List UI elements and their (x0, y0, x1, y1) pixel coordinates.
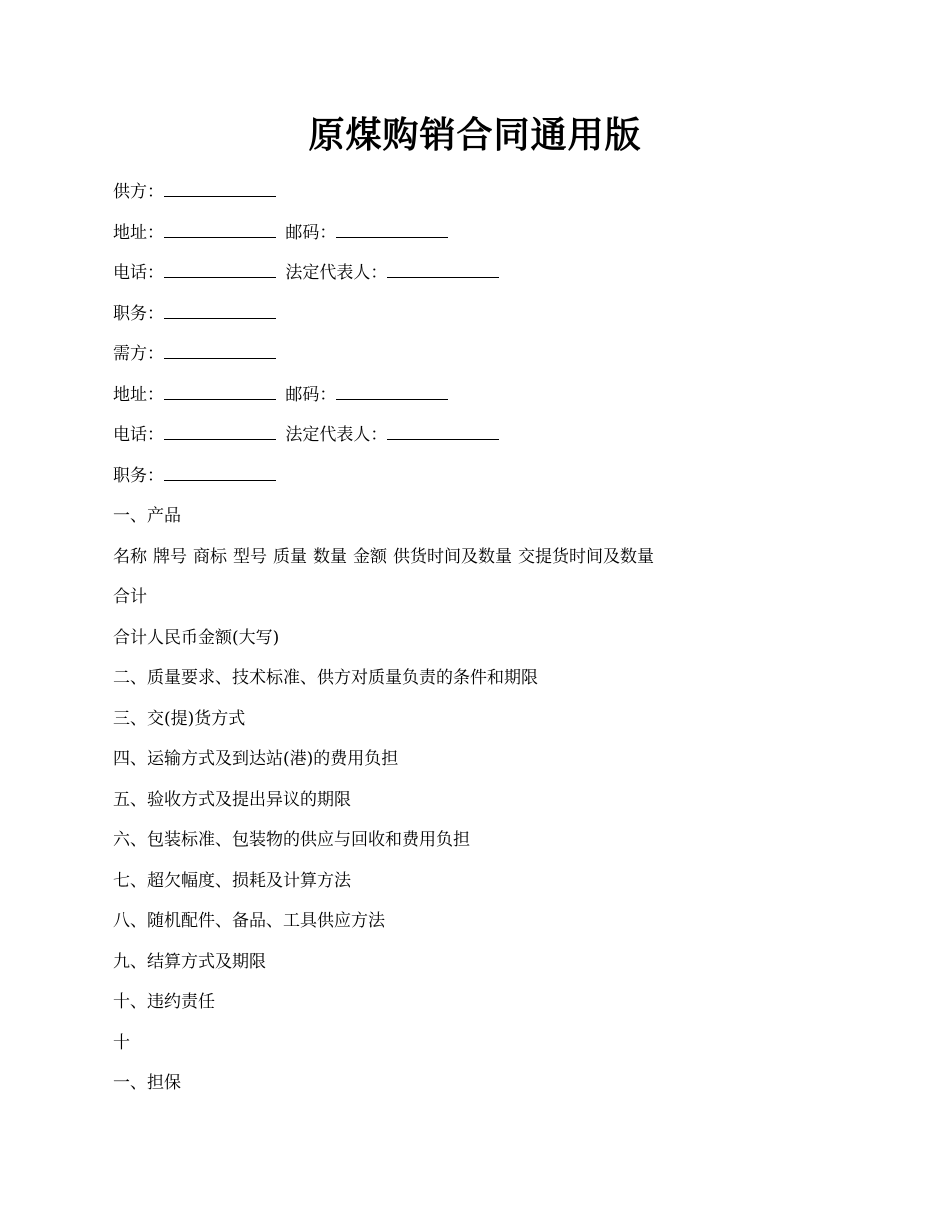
supplier-phone-line (113, 258, 853, 299)
buyer-party-label: 需方： (113, 344, 164, 364)
supplier-address-blank[interactable] (164, 219, 276, 238)
buyer-position-line (113, 461, 853, 502)
column-header-quality: 质量 (273, 546, 307, 567)
supplier-postcode-label: 邮码： (285, 222, 337, 243)
column-header-brand-no: 牌号 (153, 546, 187, 567)
column-header-trademark: 商标 (193, 546, 227, 567)
buyer-address-line (113, 380, 853, 421)
buyer-party-blank[interactable] (164, 340, 276, 359)
supplier-party-label: 供方： (113, 182, 164, 202)
buyer-postcode-blank[interactable] (336, 381, 448, 400)
document-title: 原煤购销合同通用版 (308, 115, 642, 156)
section-heading-quality: 二、质量要求、技术标准、供方对质量负责的条件和期限 (113, 668, 538, 688)
section-heading-tolerance: 七、超欠幅度、损耗及计算方法 (113, 870, 351, 891)
section-heading-acceptance: 五、验收方式及提出异议的期限 (113, 789, 351, 810)
supplier-phone-blank[interactable] (164, 259, 276, 278)
column-header-model: 型号 (233, 546, 267, 567)
section-heading-transport: 四、运输方式及到达站(港)的费用负担 (113, 749, 399, 769)
supplier-position-label: 职务： (113, 303, 164, 324)
supplier-address-label: 地址： (113, 222, 164, 243)
product-section-heading: 一、产品 (113, 506, 181, 526)
column-header-amount: 金额 (353, 546, 387, 567)
column-header-delivery-time: 交提货时间及数量 (518, 546, 654, 567)
product-total-label: 合计 (113, 587, 147, 607)
buyer-phone-label: 电话： (113, 425, 164, 445)
section-heading-eleven-part-1: 十 (113, 1032, 130, 1053)
supplier-phone-label: 电话： (113, 263, 164, 283)
buyer-party-line (113, 339, 853, 380)
column-header-supply-time: 供货时间及数量 (393, 546, 512, 567)
column-header-quantity: 数量 (313, 546, 347, 567)
document-body (113, 177, 853, 1109)
supplier-address-line (113, 218, 853, 259)
section-heading-delivery: 三、交(提)货方式 (113, 708, 246, 729)
supplier-position-line (113, 299, 853, 340)
buyer-position-blank[interactable] (164, 462, 276, 481)
section-heading-eleven-part-2: 一、担保 (113, 1073, 181, 1093)
section-heading-liability: 十、违约责任 (113, 992, 215, 1012)
buyer-legal-rep-label: 法定代表人： (285, 425, 388, 445)
supplier-legal-rep-blank[interactable] (387, 259, 499, 278)
section-heading-accessories: 八、随机配件、备品、工具供应方法 (113, 911, 385, 931)
buyer-legal-rep-blank[interactable] (387, 421, 499, 440)
section-heading-packaging: 六、包装标准、包装物的供应与回收和费用负担 (113, 830, 470, 850)
buyer-phone-line (113, 420, 853, 461)
buyer-postcode-label: 邮码： (285, 384, 337, 405)
buyer-address-blank[interactable] (164, 381, 276, 400)
section-heading-settlement: 九、结算方式及期限 (113, 951, 266, 972)
column-header-name: 名称 (113, 546, 147, 567)
supplier-party-line (113, 177, 853, 218)
supplier-legal-rep-label: 法定代表人： (285, 263, 388, 283)
buyer-phone-blank[interactable] (164, 421, 276, 440)
supplier-postcode-blank[interactable] (336, 219, 448, 238)
supplier-position-blank[interactable] (164, 300, 276, 319)
product-column-headers (113, 542, 853, 583)
supplier-party-blank[interactable] (164, 178, 276, 197)
buyer-address-label: 地址： (113, 384, 164, 405)
buyer-position-label: 职务： (113, 465, 164, 486)
product-total-rmb-label: 合计人民币金额(大写) (113, 627, 280, 648)
